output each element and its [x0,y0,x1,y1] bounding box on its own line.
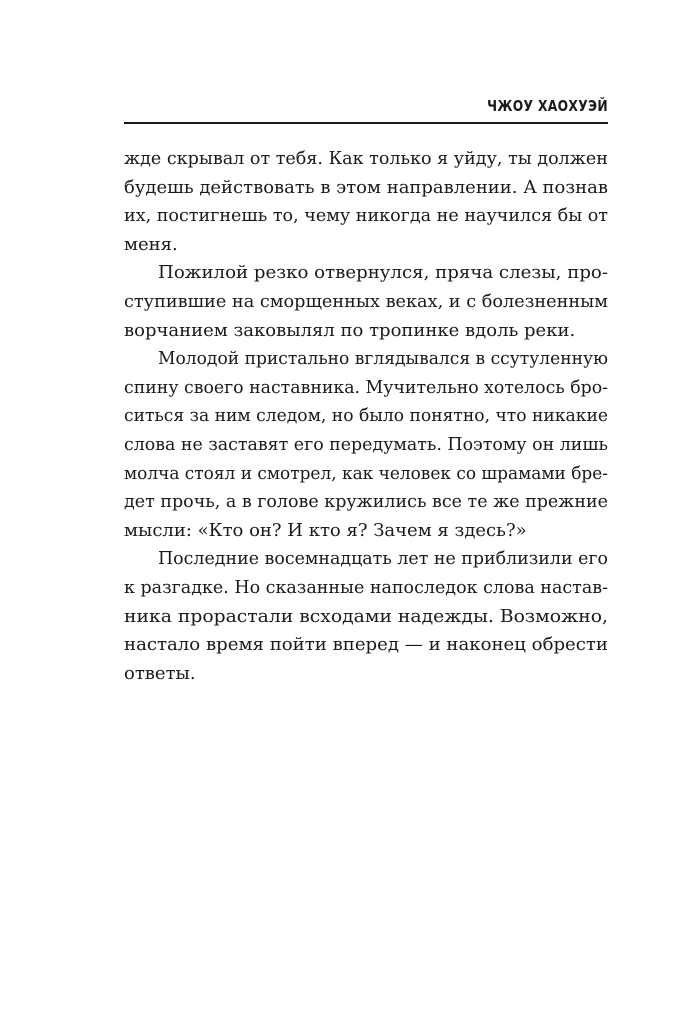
running-head: ЧЖОУ ХАОХУЭЙ [487,97,608,115]
paragraph-first-line: Пожилой резко отвернулся, пряча слезы, про- [158,262,608,284]
paragraph-first-line: Молодой пристально вглядывался в ссутуленную [158,348,608,370]
text-line: к разгадке. Но сказанные напоследок слова настав- [124,576,608,598]
text-line: ответы. [124,662,196,684]
text-line: жде скрывал от тебя. Как только я уйду, ты должен [124,148,608,169]
paragraph-first-line: Последние восемнадцать лет не приблизили его [158,548,608,570]
text-line: ника прорастали всходами надежды. Возможно, [124,605,608,627]
text-line: их, постигнешь то, чему никогда не научился бы от [124,205,608,227]
text-line: спину своего наставника. Мучительно хотелось бро- [124,376,608,398]
text-line: слова не заставят его передумать. Поэтому он лишь [124,433,608,455]
text-line: молча стоял и смотрел, как человек со шрамами бре- [124,462,608,484]
body-text [124,145,608,688]
text-line: ситься за ним следом, но было понятно, что никакие [124,405,608,427]
text-line: дет прочь, а в голове кружились все те же прежние [124,491,608,513]
text-line: ворчанием заковылял по тропинке вдоль реки. [124,319,576,341]
header-rule [124,122,608,124]
text-line: настало время пойти вперед — и наконец обрести [124,634,608,656]
text-line: будешь действовать в этом направлении. А познав [124,176,608,198]
text-line: мысли: «Кто он? И кто я? Зачем я здесь?» [124,519,527,541]
text-line: меня. [124,233,178,255]
text-line: ступившие на сморщенных веках, и с болезненным [124,290,608,312]
